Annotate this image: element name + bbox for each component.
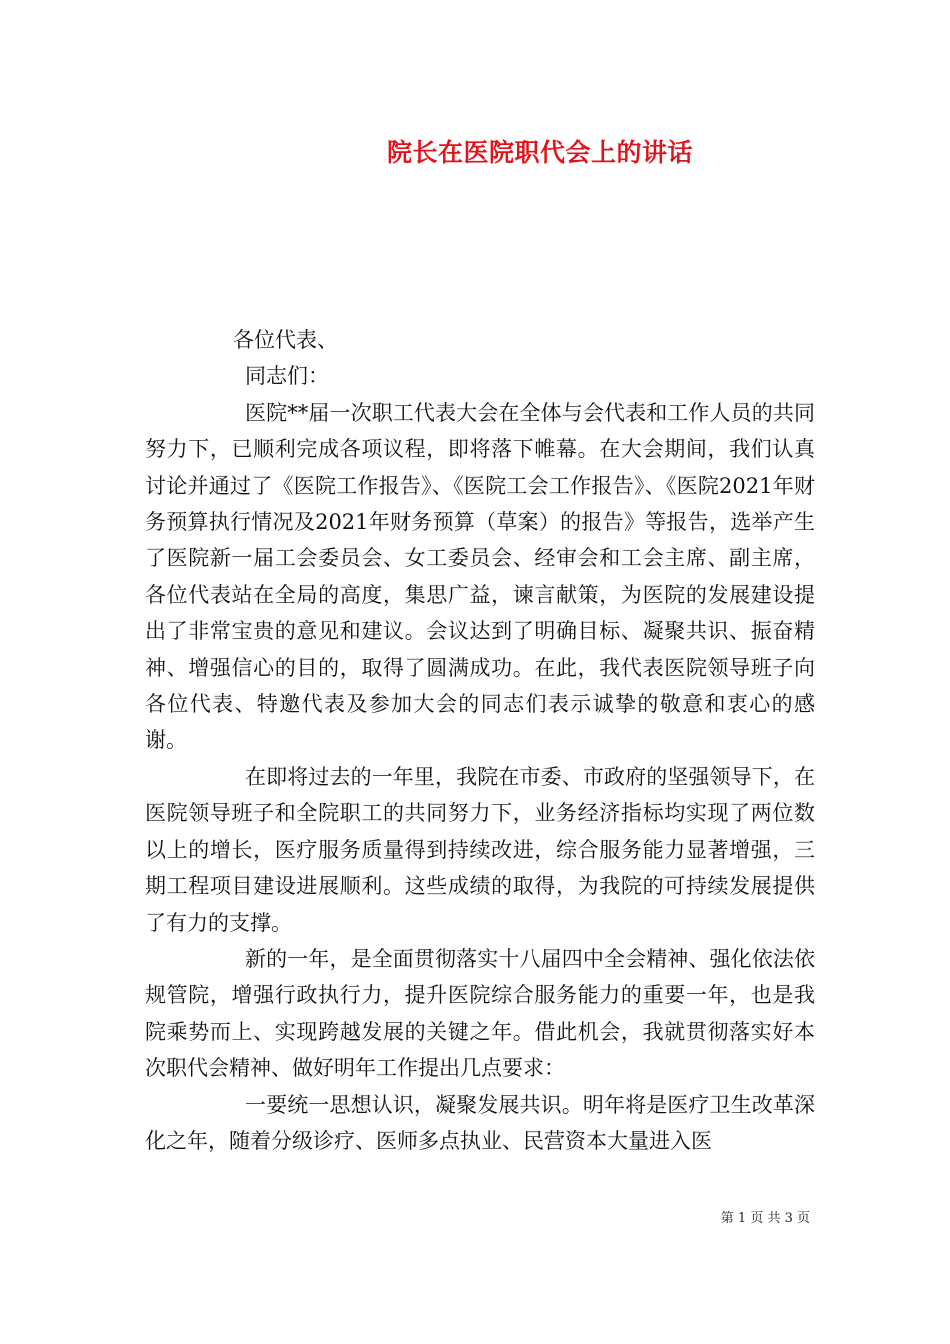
document-body	[145, 322, 815, 1159]
paragraph-4: 一要统一思想认识，凝聚发展共识。明年将是医疗卫生改革深化之年，随着分级诊疗、医师多点执业、民营资本大量进入医	[145, 1092, 815, 1153]
page-number-footer: 第 1 页 共 3 页	[720, 1211, 810, 1226]
paragraph-3: 新的一年，是全面贯彻落实十八届四中全会精神、强化依法依规管院，增强行政执行力，提升医院综合服务能力的重要一年，也是我院乘势而上、实现跨越发展的关键之年。借此机会，我就贯彻落实好本次职代会精神、做好明年工作提出几点要求：	[145, 946, 815, 1081]
salutation-delegates: 各位代表、	[233, 328, 338, 352]
salutation-comrades: 同志们：	[245, 364, 329, 389]
paragraph-2: 在即将过去的一年里，我院在市委、市政府的坚强领导下，在医院领导班子和全院职工的共同努力下，业务经济指标均实现了两位数以上的增长，医疗服务质量得到持续改进，综合服务能力显著增强，三期工程项目建设进展顺利。这些成绩的取得，为我院的可持续发展提供了有力的支撑。	[145, 764, 815, 935]
paragraph-1: 医院**届一次职工代表大会在全体与会代表和工作人员的共同努力下，已顺利完成各项议程，即将落下帷幕。在大会期间，我们认真讨论并通过了《医院工作报告》、《医院工会工作报告》、《医院2021年财务预算执行情况及2021年财务预算（草案）的报告》等报告，选举产生了医院新一届工会委员会、女工委员会、经审会和工会主席、副主席，各位代表站在全局的高度，集思广益，谏言献策，为医院的发展建设提出了非常宝贵的意见和建议。会议达到了明确目标、凝聚共识、振奋精神、增强信心的目的，取得了圆满成功。在此，我代表医院领导班子向各位代表、特邀代表及参加大会的同志们表示诚挚的敬意和衷心的感谢。	[145, 400, 815, 753]
document-title: 院长在医院职代会上的讲话	[386, 138, 693, 167]
